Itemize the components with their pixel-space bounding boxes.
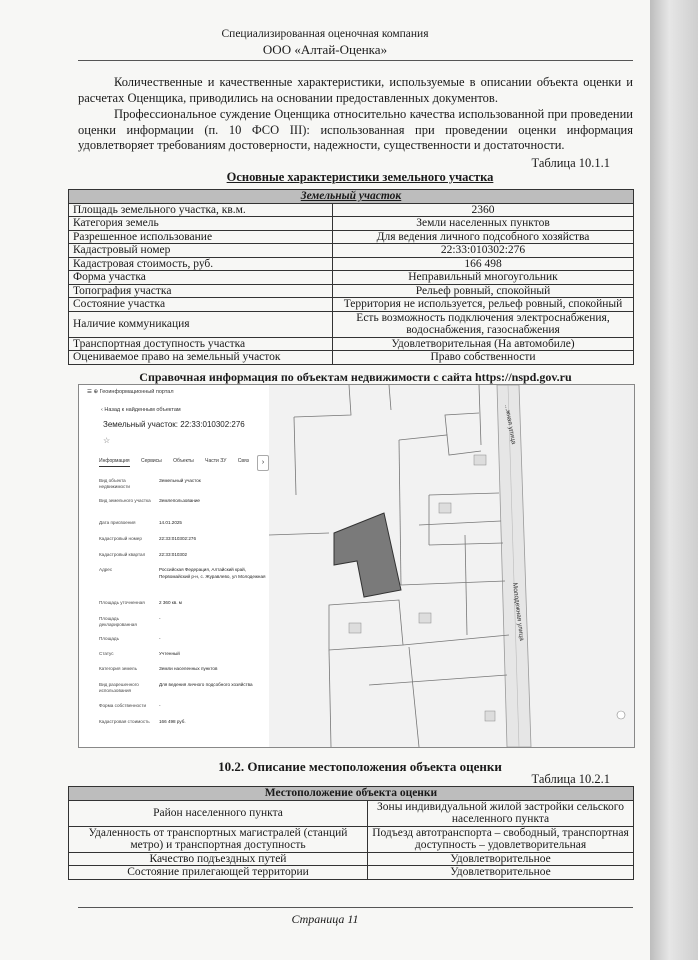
table-row: Разрешенное использование Для ведения личного подсобного хозяйства [69, 230, 634, 244]
chevron-right-icon[interactable]: › [257, 455, 269, 471]
table-row: Наличие коммуникация Есть возможность подключения электроснабжения, водоснабжения, газоснабжения [69, 311, 634, 337]
street-label-top: ...жная улица [503, 404, 517, 445]
table1-title: Основные характеристики земельного участка [226, 170, 494, 184]
location-table [68, 786, 634, 880]
cadastral-map[interactable] [269, 385, 634, 747]
chevron-left-icon: ‹ [101, 407, 103, 413]
tab-info[interactable]: Информация [99, 458, 130, 467]
table1-caption: Таблица 10.1.1 [531, 156, 610, 170]
table-row: Состояние прилегающей территории Удовлетворительное [69, 866, 634, 880]
portal-header [87, 389, 174, 395]
table1-section-header: Земельный участок [69, 190, 634, 204]
table-row: Кадастровая стоимость, руб. 166 498 [69, 257, 634, 271]
company-name: ООО «Алтай-Оценка» [262, 42, 388, 57]
page-number: Страница 11 [291, 912, 359, 926]
intro-paragraph-2: Профессиональное суждение Оценщика относительно качества использованной при проведении оценки информации (п. 10 ФСО III): использованная при проведении оценки информация удовлетворяет требованиям достоверности, надежности, существенности и достаточности. [78, 107, 633, 152]
street-label-main: Молодежная улица [511, 582, 526, 642]
table-row: Топография участка Рельеф ровный, спокойный [69, 284, 634, 298]
footer-divider [78, 907, 633, 908]
globe-icon: ⊕ [93, 389, 99, 395]
header-divider [78, 60, 633, 61]
map-title: Справочная информация по объектам недвижимости с сайта https://nspd.gov.ru [139, 370, 572, 384]
table-row: Состояние участка Территория не используется, рельеф ровный, спокойный [69, 298, 634, 312]
table-row: Район населенного пункта Зоны индивидуальной жилой застройки сельского населенного пункта [69, 800, 634, 826]
table-row: Кадастровый номер 22:33:010302:276 [69, 244, 634, 258]
tab-services[interactable]: Сервисы [141, 458, 162, 464]
table-row: Категория земель Земли населенных пунктов [69, 217, 634, 231]
table-row: Качество подъездных путей Удовлетворительное [69, 852, 634, 866]
info-panel: ☰ ⊕ Геоинформационный портал ‹ Назад к найденным объектам Земельный участок: 22:33:010302:276 ☆ Информация Сервисы Объекты Части ЗУ Связ Вид объекта недвижимости Земельный участок Вид земельного участка Землепользование Дата присвоения 14.01.2025 Кадастровый номер 22:33:010302:276 Кадастровый квартал 22:33:010302 Адрес Российская Федерация, Алтайский край, Первомайский р-н, с. Журавлево, ул Молодежная Площадь уточненная 2 360 кв. м Площадь декларированная - Площадь - Статус Учтенный Категория земель Земли населенных пунктов Вид разрешенного использования Для ведения личного подсобного хозяйства Форма собственности - Кадастровая стоимость 166 498 руб. › [79, 385, 270, 747]
company-type: Специализированная оценочная компания [221, 28, 429, 40]
menu-icon[interactable]: ☰ [87, 389, 92, 395]
map-control-icon[interactable] [617, 711, 625, 719]
star-icon[interactable]: ☆ [103, 436, 111, 445]
table-row: Транспортная доступность участка Удовлетворительная (На автомобиле) [69, 337, 634, 351]
tab-links[interactable]: Связ [237, 458, 249, 464]
table2-caption: Таблица 10.2.1 [531, 772, 610, 786]
table-row: Удаленность от транспортных магистралей (станций метро) и транспортная доступность Подъезд автотранспорта – свободный, транспортная доступность – удовлетворительная [69, 826, 634, 852]
section-title-location: 10.2. Описание местоположения объекта оценки [218, 759, 502, 774]
table2-section-header: Местоположение объекта оценки [69, 787, 634, 801]
tab-objects[interactable]: Объекты [173, 458, 194, 464]
table-row: Форма участка Неправильный многоугольник [69, 271, 634, 285]
tab-parts[interactable]: Части ЗУ [205, 458, 227, 464]
object-title: Земельный участок: 22:33:010302:276 [103, 420, 245, 429]
portal-name: Геоинформационный портал [99, 389, 174, 395]
intro-paragraph-1: Количественные и качественные характеристики, используемые в описании объекта оценки и расчетах Оценщика, приводились на основании предоставленных документов. [78, 75, 633, 105]
table-row: Оцениваемое право на земельный участок Право собственности [69, 351, 634, 365]
panel-tabs [99, 458, 259, 464]
back-link[interactable]: ‹ Назад к найденным объектам [101, 407, 181, 413]
land-characteristics-table [68, 189, 634, 365]
table-row: Площадь земельного участка, кв.м. 2360 [69, 203, 634, 217]
cadastral-map-screenshot [78, 384, 635, 748]
scan-edge [650, 0, 698, 960]
